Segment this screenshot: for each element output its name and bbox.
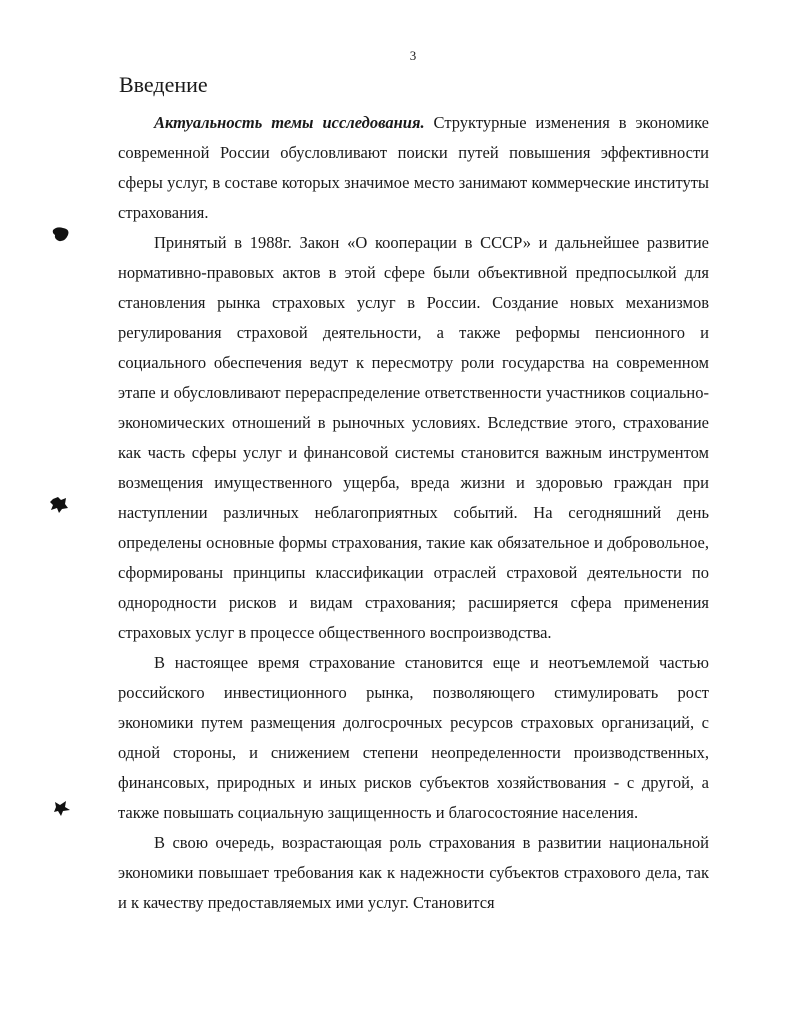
binding-hole-mark [52,800,72,818]
paragraph: В свою очередь, возрастающая роль страхования в развитии национальной экономики повышает требования как к надежности субъектов страхового дела, так и к качеству предоставляемых ими услуг. Становится [118,833,709,912]
paragraph-relevance [118,108,709,228]
paragraph: Принятый в 1988г. Закон «О кооперации в СССР» и дальнейшее развитие нормативно-правовых актов в этой сфере были объективной предпосылкой для становления рынка страховых услуг в России. Создание новых механизмов регулирования страховой деятельности, а также реформы пенсионного и социального обеспечения ведут к пересмотру роли государства на современном этапе и обусловливают перераспределение ответственности участников социально-экономических отношений в рыночных условиях. Вследствие этого, страхование как часть сферы услуг и финансовой системы становится важным инструментом возмещения имущественного ущерба, вреда жизни и здоровью граждан при наступлении различных неблагоприятных событий. На сегодняшний день определены основные формы страхования, такие как обязательное и добровольное, сформированы принципы классификации отраслей страховой деятельности по однородности рисков и видам страхования; расширяется сфера применения страховых услуг в процессе общественного воспроизводства. [118,233,709,642]
page-title: Введение [119,72,208,97]
paragraph: В настоящее время страхование становится еще и неотъемлемой частью российского инвестиционного рынка, позволяющего стимулировать рост экономики путем размещения долгосрочных ресурсов страховых организаций, с одной стороны, и снижением степени неопределенности производственных, финансовых, природных и иных рисков субъектов хозяйствования - с другой, а также повышать социальную защищенность и благосостояние населения. [118,653,709,822]
paragraph-text: Структурные изменения в экономике современной России обусловливают поиски путей повышения эффективности сферы услуг, в составе которых значимое место занимают коммерческие институты страхования. [118,113,709,222]
document-body [118,108,709,918]
page-number: 3 [409,48,417,63]
binding-hole-mark [51,226,71,244]
relevance-heading: Актуальность темы исследования. [154,113,425,132]
binding-hole-mark [49,496,69,514]
